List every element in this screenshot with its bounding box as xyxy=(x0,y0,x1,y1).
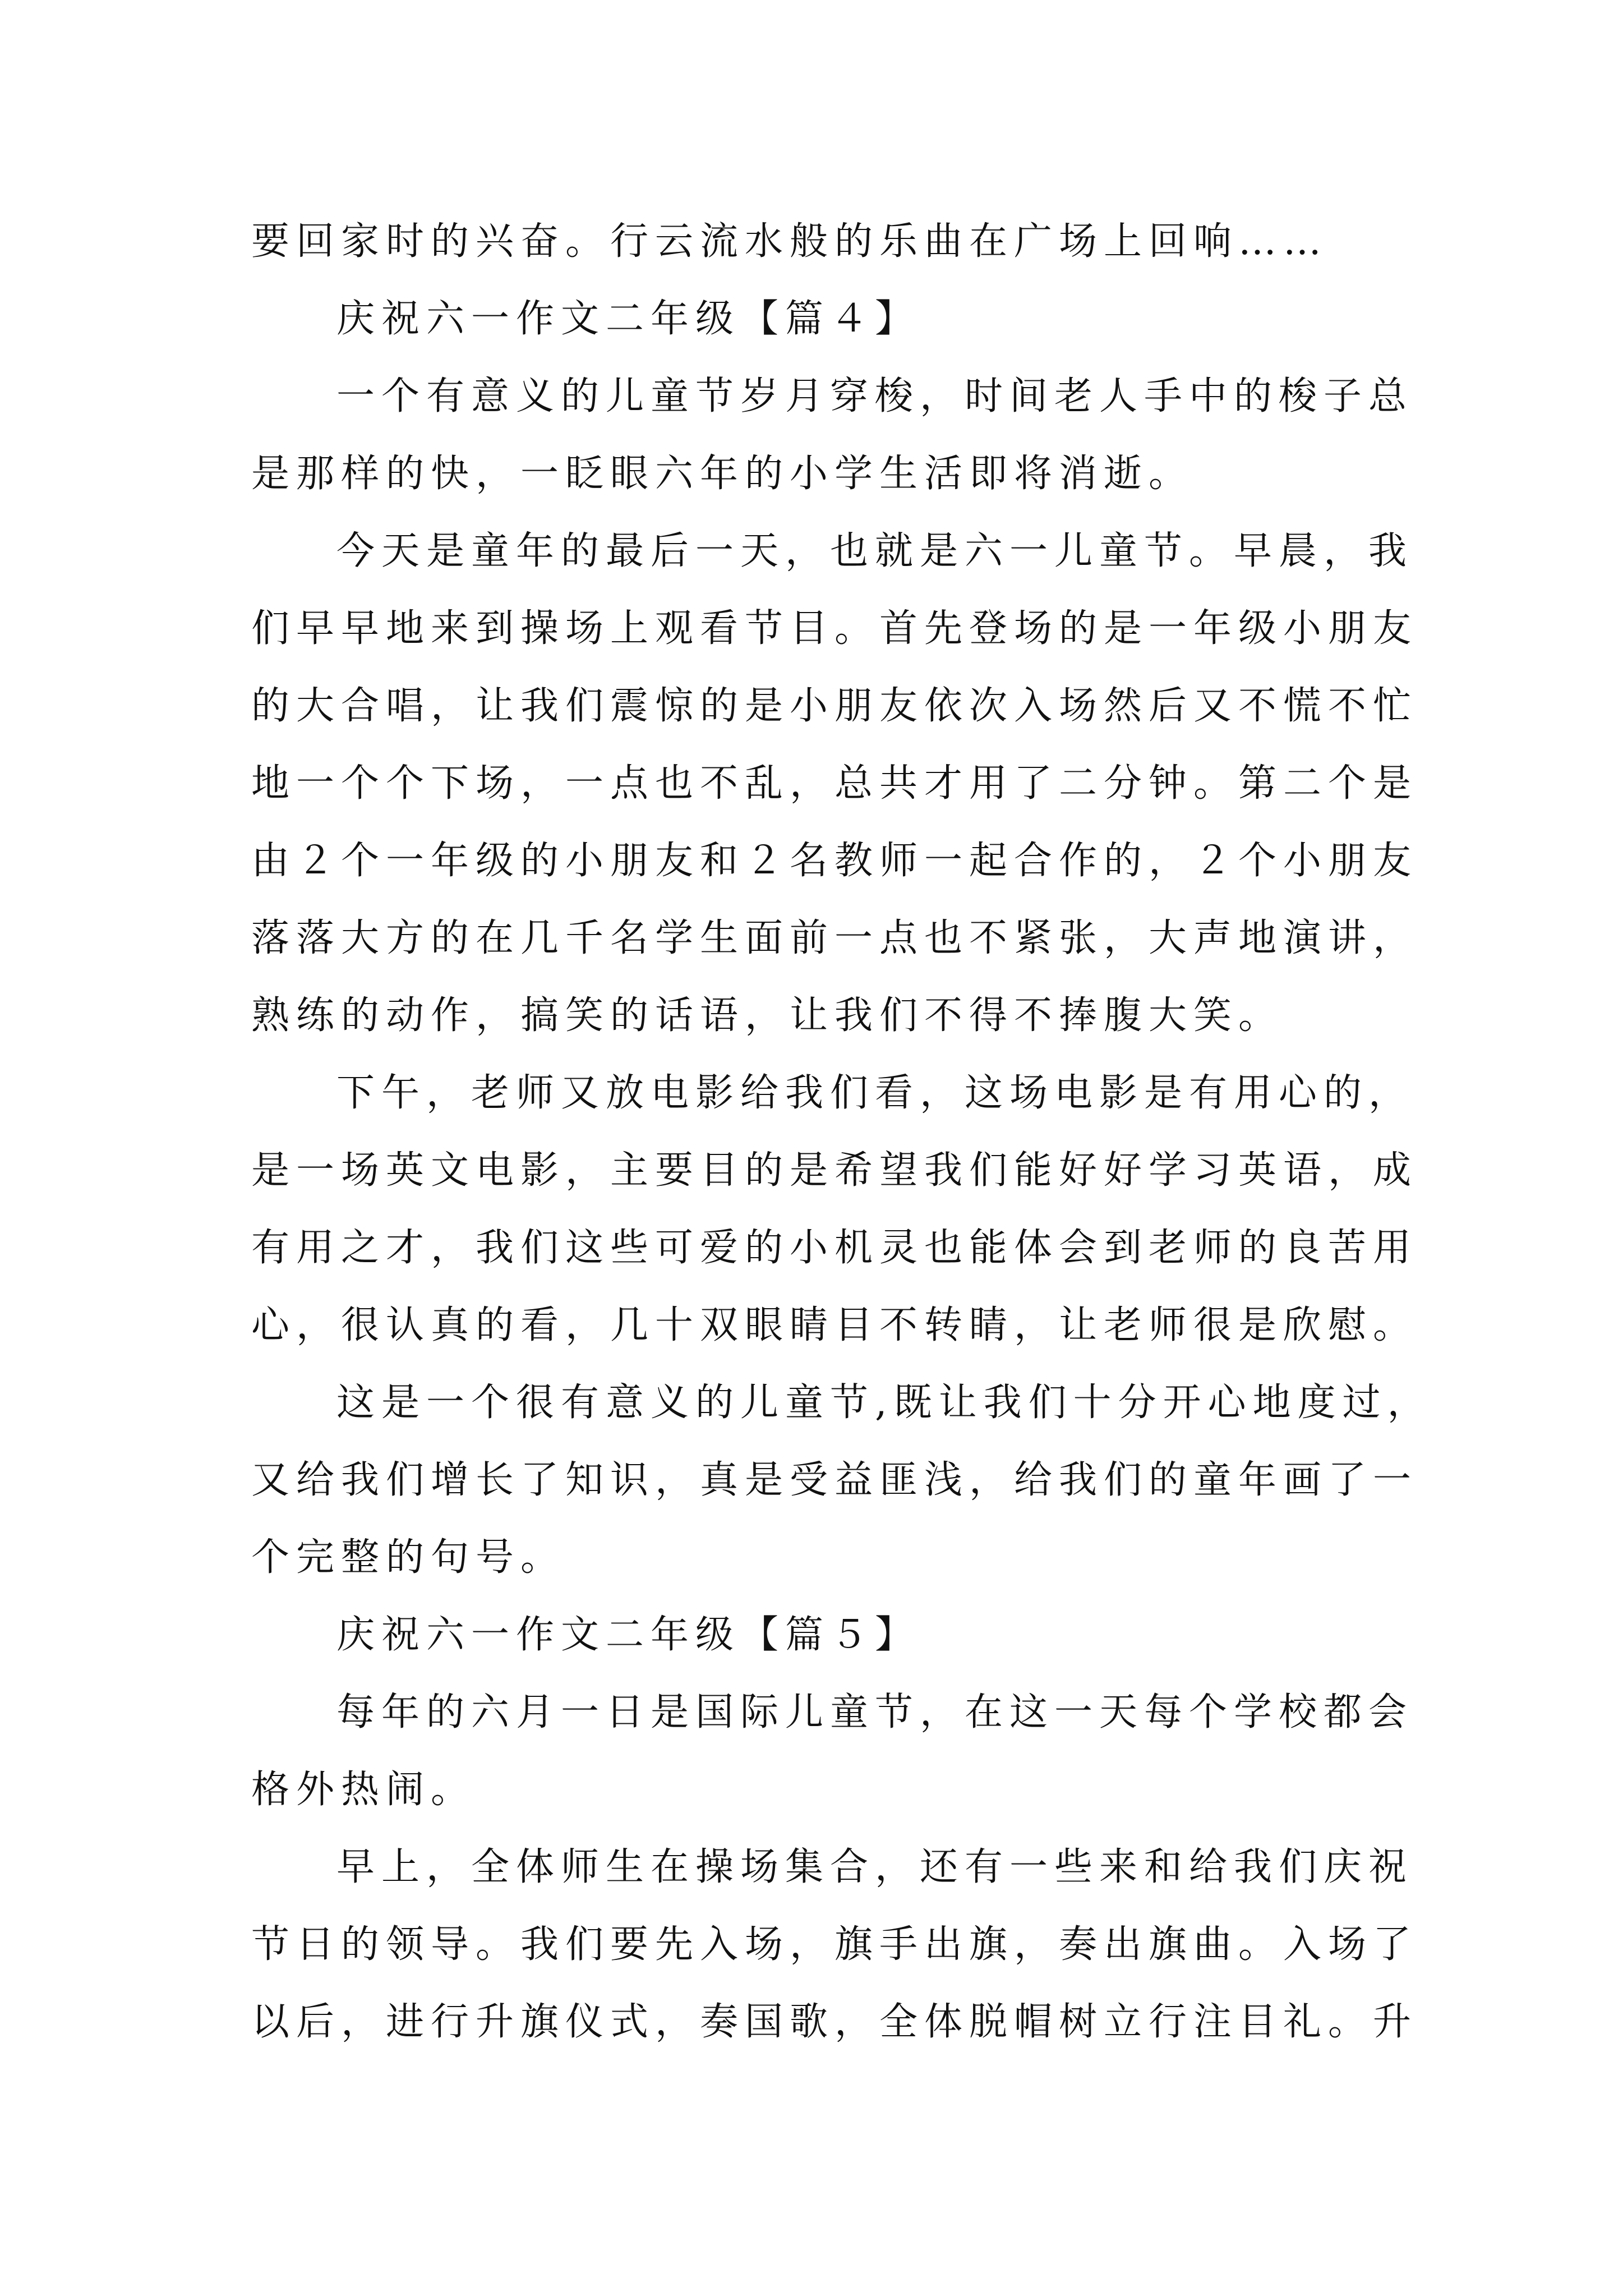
text-line: 是那样的快，一眨眼六年的小学生活即将消逝。 xyxy=(251,452,1194,496)
text-line: 格外热闹。 xyxy=(251,1768,476,1812)
text-line: 这是一个很有意义的儿童节,既让我们十分开心地度过， xyxy=(336,1381,1432,1425)
text-line: 由２个一年级的小朋友和２名教师一起合作的，２个小朋友 xyxy=(251,839,1418,883)
text-line: 心，很认真的看，几十双眼睛目不转睛，让老师很是欣慰。 xyxy=(251,1303,1418,1347)
text-line: 下午，老师又放电影给我们看，这场电影是有用心的， xyxy=(336,1071,1414,1115)
text-line: 的大合唱，让我们震惊的是小朋友依次入场然后又不慌不忙 xyxy=(251,684,1418,728)
text-line: 熟练的动作，搞笑的话语，让我们不得不捧腹大笑。 xyxy=(251,993,1284,1038)
text-line: 早上，全体师生在操场集合，还有一些来和给我们庆祝 xyxy=(336,1845,1414,1889)
text-line: 今天是童年的最后一天，也就是六一儿童节。早晨，我 xyxy=(336,529,1414,573)
text-line: 地一个个下场，一点也不乱，总共才用了二分钟。第二个是 xyxy=(251,761,1418,806)
text-line: 有用之才，我们这些可爱的小机灵也能体会到老师的良苦用 xyxy=(251,1226,1418,1270)
text-line: 落落大方的在几千名学生面前一点也不紧张，大声地演讲， xyxy=(251,916,1418,960)
text-line: 要回家时的兴奋。行云流水般的乐曲在广场上回响…… xyxy=(251,219,1329,264)
text-line: 又给我们增长了知识，真是受益匪浅，给我们的童年画了一 xyxy=(251,1458,1418,1502)
section-heading: 庆祝六一作文二年级【篇５】 xyxy=(336,1613,920,1657)
text-line: 每年的六月一日是国际儿童节，在这一天每个学校都会 xyxy=(336,1690,1414,1734)
text-line: 个完整的句号。 xyxy=(251,1535,566,1580)
text-line: 一个有意义的儿童节岁月穿梭，时间老人手中的梭子总 xyxy=(336,374,1414,418)
text-line: 是一场英文电影，主要目的是希望我们能好好学习英语，成 xyxy=(251,1148,1418,1193)
text-line: 们早早地来到操场上观看节目。首先登场的是一年级小朋友 xyxy=(251,606,1418,651)
document-body xyxy=(251,203,1432,2061)
section-heading: 庆祝六一作文二年级【篇４】 xyxy=(336,297,920,341)
text-line: 节日的领导。我们要先入场，旗手出旗，奏出旗曲。入场了 xyxy=(251,1922,1418,1967)
text-line: 以后，进行升旗仪式，奏国歌，全体脱帽树立行注目礼。升 xyxy=(251,2000,1418,2044)
